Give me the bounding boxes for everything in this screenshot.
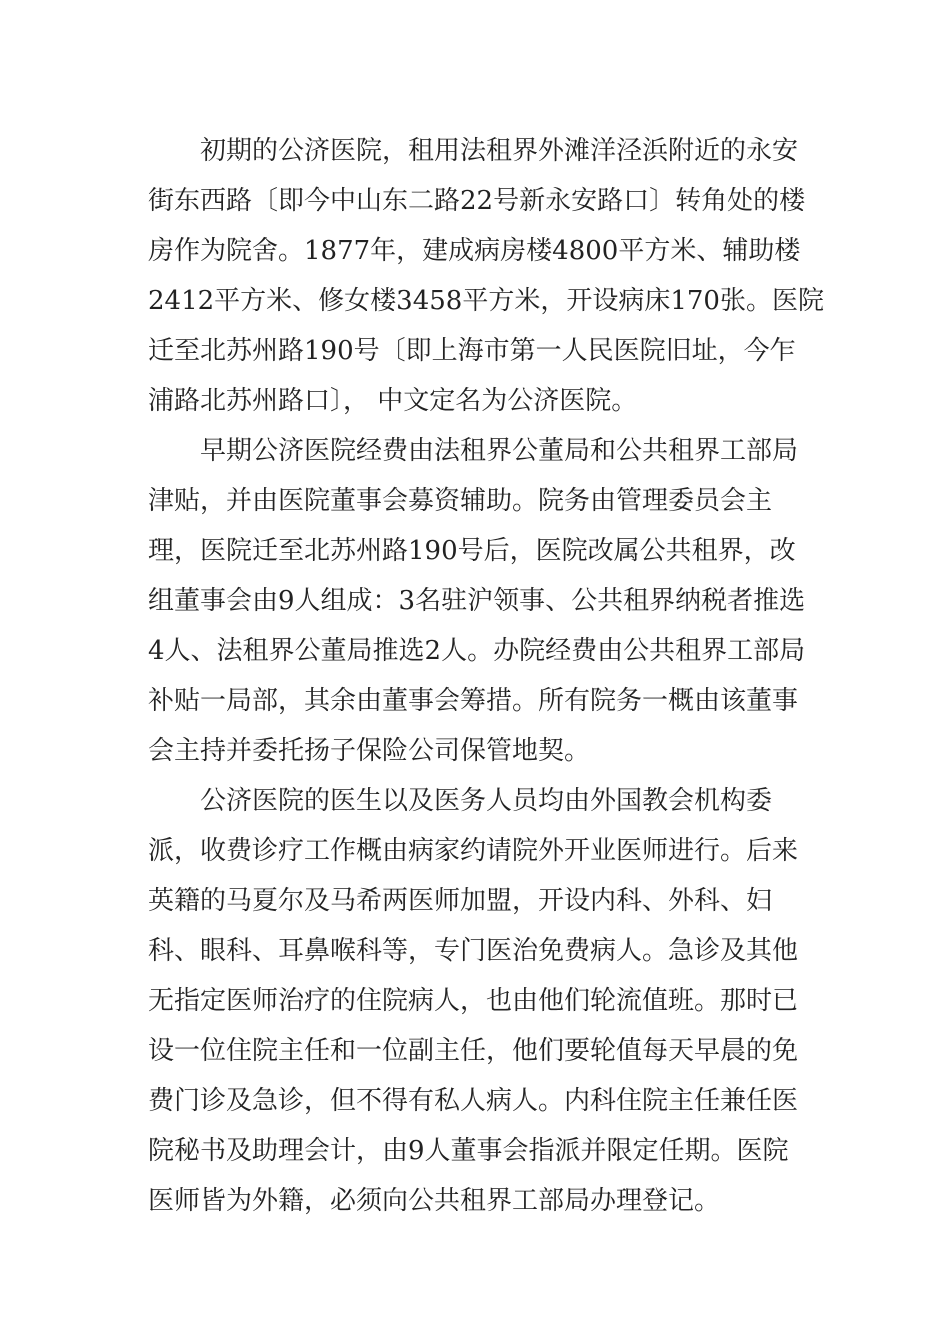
paragraph-line: 派，收费诊疗工作概由病家约请院外开业医师进行。后来	[148, 836, 799, 866]
paragraph-1	[148, 126, 824, 426]
paragraph-line: 医师皆为外籍，必须向公共租界工部局办理登记。	[148, 1186, 721, 1216]
paragraph-2	[148, 426, 808, 776]
paragraph-3	[148, 776, 808, 1226]
paragraph-line: 设一位住院主任和一位副主任，他们要轮值每天早晨的免	[148, 1036, 799, 1066]
paragraph-line: 院秘书及助理会计，由9人董事会指派并限定任期。医院	[148, 1136, 789, 1166]
paragraph-line: 早期公济医院经费由法租界公董局和公共租界工部局	[200, 436, 799, 466]
paragraph-line: 公济医院的医生以及医务人员均由外国教会机构委	[200, 786, 773, 816]
paragraph-line: 迁至北苏州路190号〔即上海市第一人民医院旧址，今乍	[148, 336, 796, 366]
paragraph-line: 补贴一局部，其余由董事会筹措。所有院务一概由该董事	[148, 686, 799, 716]
paragraph-line: 组董事会由9人组成：3名驻沪领事、公共租界纳税者推选	[148, 586, 806, 616]
paragraph-line: 费门诊及急诊，但不得有私人病人。内科住院主任兼任医	[148, 1086, 799, 1116]
paragraph-line: 初期的公济医院，租用法租界外滩洋泾浜附近的永安	[200, 136, 799, 166]
paragraph-line: 科、眼科、耳鼻喉科等，专门医治免费病人。急诊及其他	[148, 936, 799, 966]
paragraph-line: 津贴，并由医院董事会募资辅助。院务由管理委员会主	[148, 486, 773, 516]
paragraph-line: 4人、法租界公董局推选2人。办院经费由公共租界工部局	[148, 636, 806, 666]
paragraph-line: 无指定医师治疗的住院病人，也由他们轮流值班。那时已	[148, 986, 799, 1016]
paragraph-line: 理，医院迁至北苏州路190号后，医院改属公共租界，改	[148, 536, 796, 566]
paragraph-line: 浦路北苏州路口〕， 中文定名为公济医院。	[148, 386, 638, 416]
document-body	[148, 126, 824, 1226]
paragraph-line: 英籍的马夏尔及马希两医师加盟，开设内科、外科、妇	[148, 886, 773, 916]
paragraph-line: 街东西路〔即今中山东二路22号新永安路口〕转角处的楼	[148, 186, 806, 216]
paragraph-line: 会主持并委托扬子保险公司保管地契。	[148, 736, 591, 766]
paragraph-line: 2412平方米、修女楼3458平方米，开设病床170张。医院	[148, 286, 824, 316]
paragraph-line: 房作为院舍。1877年，建成病房楼4800平方米、辅助楼	[148, 236, 801, 266]
